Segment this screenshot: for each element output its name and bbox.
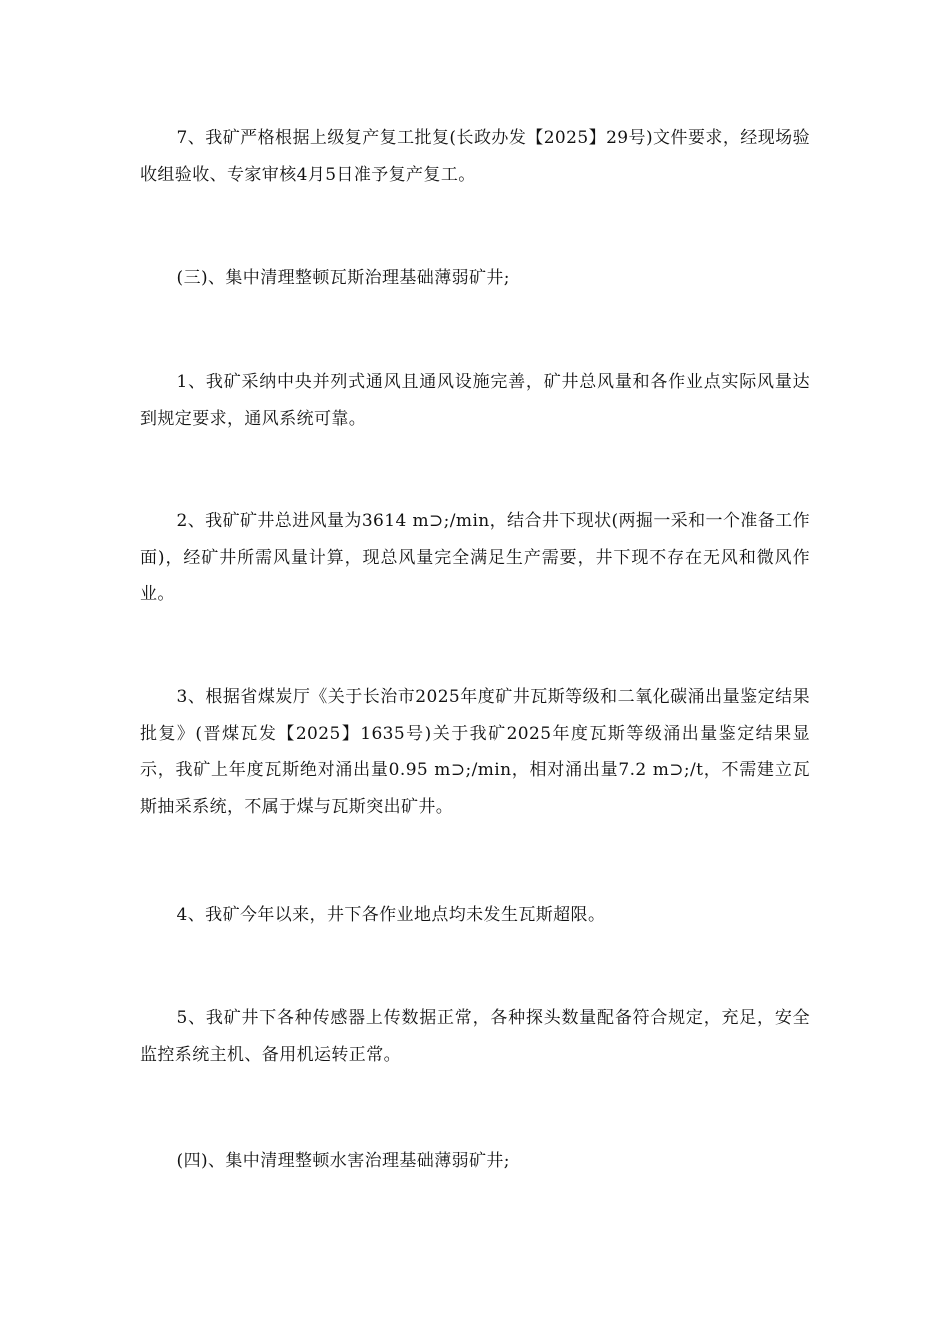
paragraph-item-1-ventilation: 1、我矿采纳中央并列式通风且通风设施完善，矿井总风量和各作业点实际风量达到规定要求，通风系统可靠。	[140, 372, 810, 429]
paragraph-item-4-gas-limit: 4、我矿今年以来，井下各作业地点均未发生瓦斯超限。	[176, 905, 606, 925]
paragraph-item-3-gas-grade: 3、根据省煤炭厅《关于长治市2025年度矿井瓦斯等级和二氧化碳涌出量鉴定结果批复》(晋煤瓦发【2025】1635号)关于我矿2025年度瓦斯等级涌出量鉴定结果显示，我矿上年度瓦斯绝对涌出量0.95 m⊃;/min，相对涌出量7.2 m⊃;/t，不需建立瓦斯抽采系统，不属于煤与瓦斯突出矿井。	[140, 687, 810, 817]
section-heading-3-gas-control: (三)、集中清理整顿瓦斯治理基础薄弱矿井;	[176, 268, 510, 288]
paragraph-item-7-resumption: 7、我矿严格根据上级复产复工批复(长政办发【2025】29号)文件要求，经现场验收组验收、专家审核4月5日准予复产复工。	[140, 128, 810, 185]
section-heading-4-water-control: (四)、集中清理整顿水害治理基础薄弱矿井;	[176, 1151, 510, 1171]
paragraph-item-2-air-volume: 2、我矿矿井总进风量为3614 m⊃;/min，结合井下现状(两掘一采和一个准备工作面)，经矿井所需风量计算，现总风量完全满足生产需要，井下现不存在无风和微风作业。	[140, 511, 810, 604]
paragraph-item-5-sensors: 5、我矿井下各种传感器上传数据正常，各种探头数量配备符合规定，充足，安全监控系统主机、备用机运转正常。	[140, 1008, 810, 1065]
